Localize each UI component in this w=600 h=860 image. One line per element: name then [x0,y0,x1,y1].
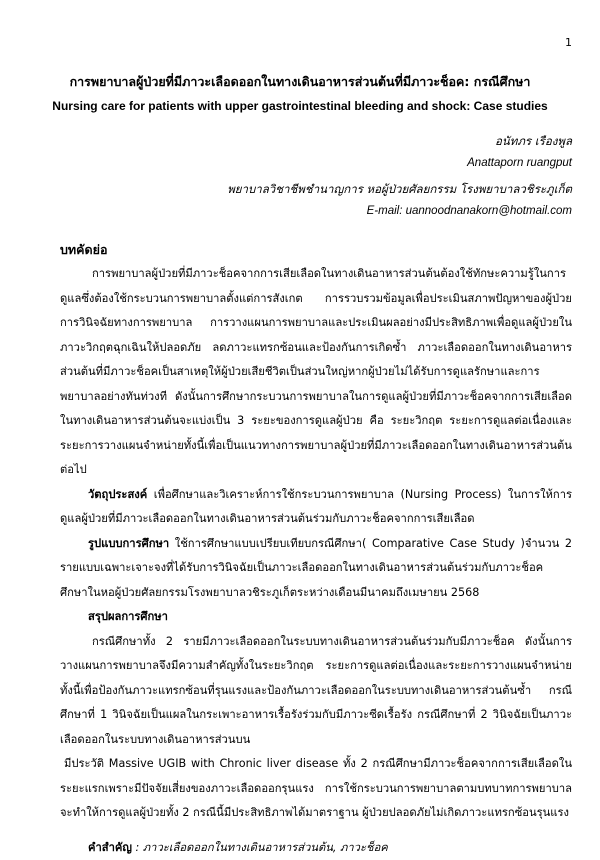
abstract-paragraph-intro: การพยาบาลผู้ป่วยที่มีภาวะช็อคจากการเสียเลือดในทางเดินอาหารส่วนต้นต้องใช้ทักษะความรู้ในการดูแลซึ่งต้องใช้กระบวนการพยาบาลตั้งแต่การสังเกต การรวบรวมข้อมูลเพื่อประเมินสภาพปัญหาของผู้ป่วย การวินิจฉัยทางการพยาบาล การวางแผนการพยาบาลและประเมินผลอย่างมีประสิทธิภาพเพื่อดูแลผู้ป่วยในภาวะวิกฤตฉุกเฉินให้ปลอดภัย ลดภาวะแทรกซ้อนและป้องกันการเกิดซ้ำ ภาวะเลือดออกในทางเดินอาหารส่วนต้นที่มีภาวะช็อคเป็นสาเหตุให้ผู้ป่วยเสียชีวิตเป็นส่วนใหญ่หากผู้ป่วยไม่ได้รับการดูแลรักษาและการพยาบาลอย่างทันท่วงที ดังนั้นการศึกษากระบวนการพยาบาลในการดูแลผู้ป่วยที่มีภาวะช็อคจากการเสียเลือดในทางเดินอาหารส่วนต้นจะแบ่งเป็น 3 ระยะของการดูแลผู้ป่วย คือ ระยะวิกฤต ระยะการดูแลต่อเนื่องและระยะการวางแผนจำหน่ายทั้งนี้เพื่อเป็นแนวทางการพยาบาลผู้ป่วยที่มีภาวะเลือดออกในทางเดินอาหารส่วนต้นต่อไป [60,262,572,483]
summary-paragraph-2: มีประวัติ Massive UGIB with Chronic liver disease ทั้ง 2 กรณีศึกษามีภาวะช็อคจากการเสียเลือดในระยะแรกเพราะมีปัจจัยเสี่ยงของภาวะเลือดออกรุนแรง การใช้กระบวนการพยาบาลตามบทบาทการพยาบาลจะทำให้การดูแลผู้ป่วยทั้ง 2 กรณีนี้มีประสิทธิภาพได้มาตราฐาน ผู้ป่วยปลอดภัยไม่เกิดภาวะแทรกซ้อนรุนแรง [60,752,572,826]
keywords-text: : ภาวะเลือดออกในทางเดินอาหารส่วนต้น, ภาวะช็อค [132,841,388,854]
objective-text: เพื่อศึกษาและวิเคราะห์การใช้กระบวนการพยาบาล (Nursing Process) ในการให้การดูแลผู้ป่วยที่มีภาวะเลือดออกในทางเดินอาหารส่วนต้นร่วมกับภาวะช็อคจากการเสียเลือด [60,488,572,526]
author-affiliation: พยาบาลวิชาชีพชำนาญการ หอผู้ป่วยศัลยกรรม โรงพยาบาลวชิระภูเก็ต [227,181,572,199]
page-number: 1 [565,36,572,49]
method-paragraph [60,532,572,606]
objective-paragraph [60,483,572,532]
author-english: Anattaporn ruangput [467,157,572,169]
title-thai: การพยาบาลผู้ป่วยที่มีภาวะเลือดออกในทางเดินอาหารส่วนต้นที่มีภาวะช็อค: กรณีศึกษา [0,72,600,92]
abstract-heading: บทคัดย่อ [60,240,108,260]
author-email: E-mail: uannoodnanakorn@hotmail.com [367,205,572,217]
author-thai: อนัทภร เรืองพูล [495,133,572,151]
summary-paragraph-1: กรณีศึกษาทั้ง 2 รายมีภาวะเลือดออกในระบบทางเดินอาหารส่วนต้นร่วมกับมีภาวะช็อค ดังนั้นการวางแผนการพยาบาลจึงมีความสำคัญทั้งในระยะวิกฤต ระยะการดูแลต่อเนื่องและระยะการวางแผนจำหน่ายทั้งนี้เพื่อป้องกันภาวะแทรกซ้อนที่รุนแรงและป้องกันภาวะเลือดออกในระบบทางเดินอาหารส่วนต้นซ้ำ กรณีศึกษาที่ 1 วินิจฉัยเป็นแผลในกระเพาะอาหารเรื้อรังร่วมกับมีภาวะซีดเรื้อรัง กรณีศึกษาที่ 2 วินิจฉัยเป็นภาวะเลือดออกในระบบทางเดินอาหารส่วนบน [60,630,572,753]
keywords-line [60,836,572,860]
keywords-label: คำสำคัญ [88,841,132,854]
title-english: Nursing care for patients with upper gastrointestinal bleeding and shock: Case studies [0,99,600,113]
summary-heading: สรุปผลการศึกษา [60,605,572,630]
method-label: รูปแบบการศึกษา [88,537,169,550]
method-text: ใช้การศึกษาแบบเปรียบเทียบกรณีศึกษา( Comparative Case Study )จำนวน 2 รายแบบเฉพาะเจาะจงที่ได้รับการวินิจฉัยเป็นภาวะเลือดออกในทางเดินอาหารส่วนต้นร่วมกับภาวะช็อค ศึกษาในหอผู้ป่วยศัลยกรรมโรงพยาบาลวชิระภูเก็ตระหว่างเดือนมีนาคมถึงเมษายน 2568 [60,537,572,599]
abstract-body [60,262,572,860]
objective-label: วัตถุประสงค์ [88,488,147,501]
